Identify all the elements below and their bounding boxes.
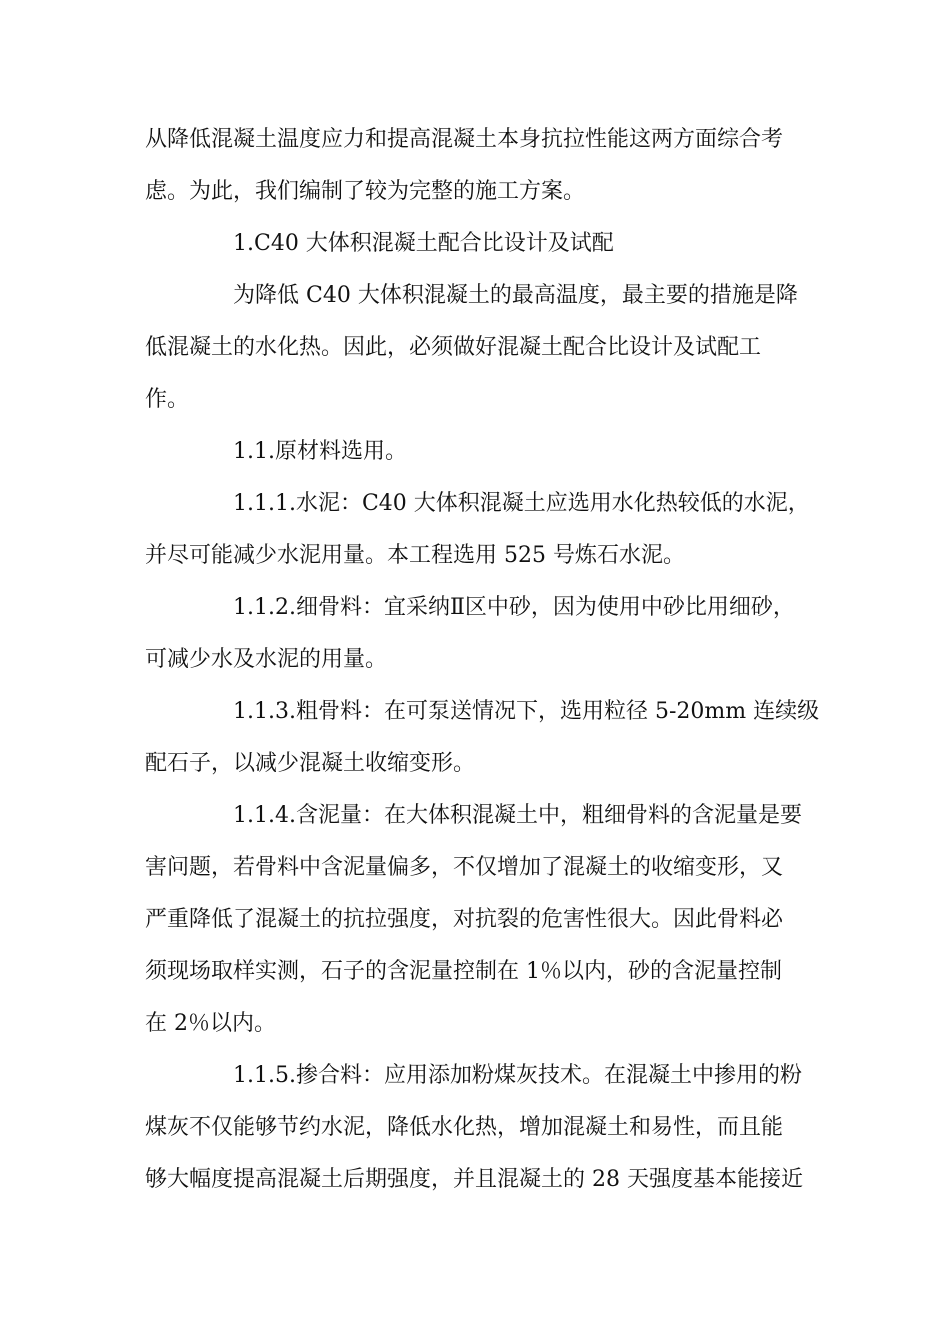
section-heading-1: 1.C40 大体积混凝土配合比设计及试配 — [233, 231, 614, 256]
text-line-10: 1.1.2.细骨料：宜采纳Ⅱ区中砂，因为使用中砂比用细砂， — [233, 595, 795, 620]
text-line-1: 从降低混凝土温度应力和提高混凝土本身抗拉性能这两方面综合考 — [145, 127, 784, 152]
text-line-14: 1.1.4.含泥量：在大体积混凝土中，粗细骨料的含泥量是要 — [233, 803, 802, 828]
text-line-11: 可减少水及水泥的用量。 — [145, 647, 388, 672]
text-line-18: 在 2％以内。 — [145, 1011, 276, 1036]
text-line-15: 害问题，若骨料中含泥量偏多，不仅增加了混凝土的收缩变形，又 — [145, 855, 784, 880]
text-line-4: 为降低 C40 大体积混凝土的最高温度，最主要的措施是降 — [233, 283, 798, 308]
text-line-16: 严重降低了混凝土的抗拉强度，对抗裂的危害性很大。因此骨料必 — [145, 907, 784, 932]
text-line-19: 1.1.5.掺合料：应用添加粉煤灰技术。在混凝土中掺用的粉 — [233, 1063, 802, 1088]
document-body — [145, 114, 820, 1206]
text-line-2: 虑。为此，我们编制了较为完整的施工方案。 — [145, 179, 586, 204]
text-line-21: 够大幅度提高混凝土后期强度，并且混凝土的 28 天强度基本能接近 — [145, 1167, 803, 1192]
text-line-6: 作。 — [145, 387, 190, 412]
text-line-13: 配石子，以减少混凝土收缩变形。 — [145, 751, 476, 776]
text-line-9: 并尽可能减少水泥用量。本工程选用 525 号炼石水泥。 — [145, 543, 685, 568]
text-line-5: 低混凝土的水化热。因此，必须做好混凝土配合比设计及试配工 — [145, 335, 762, 360]
text-line-8: 1.1.1.水泥：C40 大体积混凝土应选用水化热较低的水泥， — [233, 491, 810, 516]
text-line-20: 煤灰不仅能够节约水泥，降低水化热，增加混凝土和易性，而且能 — [145, 1115, 784, 1140]
text-line-17: 须现场取样实测，石子的含泥量控制在 1％以内，砂的含泥量控制 — [145, 959, 782, 984]
section-heading-1-1: 1.1.原材料选用。 — [233, 439, 407, 464]
text-line-12: 1.1.3.粗骨料：在可泵送情况下，选用粒径 5-20mm 连续级 — [233, 699, 820, 724]
